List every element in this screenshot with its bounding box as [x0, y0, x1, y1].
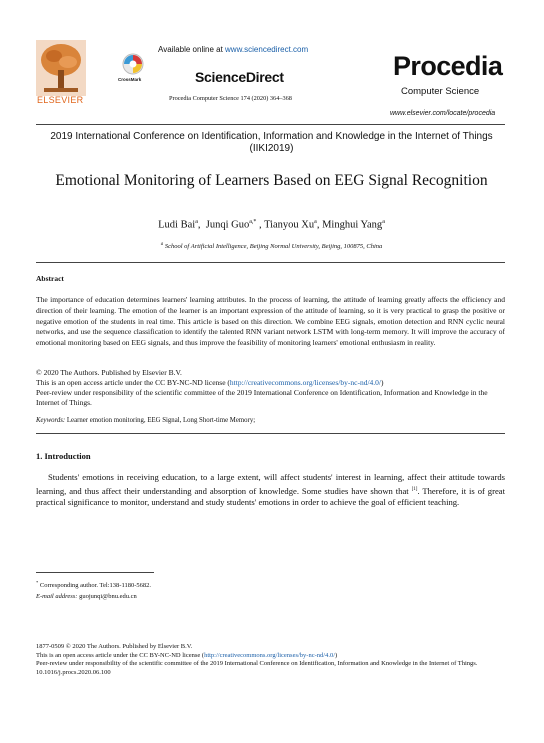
- author-name: Tianyou Xu: [264, 219, 315, 231]
- procedia-url[interactable]: www.elsevier.com/locate/procedia: [390, 110, 496, 117]
- sciencedirect-title: ScienceDirect: [195, 69, 284, 85]
- author-affil-marker: a: [314, 219, 317, 225]
- footer-peer-review: Peer-review under responsibility of the scientific committee of the 2019 International Conference on Identification, Information and Knowledge in the Internet of Things.: [36, 660, 478, 668]
- email-address[interactable]: guojunqi@bnu.edu.cn: [79, 592, 137, 600]
- author-affil-marker: a: [195, 219, 198, 225]
- copyright-block: [36, 368, 505, 408]
- sciencedirect-link[interactable]: www.sciencedirect.com: [225, 45, 309, 54]
- corresponding-text: Corresponding author. Tel:138-1180-5682.: [39, 582, 151, 590]
- author-list: Ludi Bai$^a$, Junqi Guo$^{a,*}$ , Tianyou Xu$^a$, Minghui Yang$^a$: [158, 219, 385, 231]
- intro-text: Students' emotions in receiving education, to a large extent, will affect students' interest in learning, affect their attitude towards learning, and thus affect their understanding and absorption of knowledge. Some studies have shown that: [36, 472, 505, 496]
- keywords: [36, 417, 505, 424]
- author-name: Ludi Bai: [158, 219, 196, 231]
- peer-review-line: Peer-review under responsibility of the scientific committee of the 2019 International Conference on Identification, Information and Knowledge in the Internet of Things.: [36, 388, 488, 407]
- license-line: [36, 378, 505, 388]
- section-heading: 1. Introduction: [36, 451, 91, 461]
- footnote-marker: *: [36, 580, 39, 585]
- footer-license-suffix: ): [335, 651, 338, 659]
- affiliation-text: School of Artificial Intelligence, Beijing Normal University, Beijing, 100875, China: [164, 243, 383, 251]
- footer-license-prefix: This is an open access article under the CC BY-NC-ND license (: [36, 651, 205, 659]
- author-name: Junqi Guo: [205, 219, 250, 231]
- conference-name: 2019 International Conference on Identification, Information and Knowledge in the Internet of Things (IIKI2019): [50, 131, 493, 154]
- author-name: Minghui Yang: [322, 219, 383, 231]
- citation-marker[interactable]: [1]: [411, 486, 418, 492]
- intro-text-continued: . Therefore, it is of great practical significance to monitor, understand and study students' emotions in order to achieve the goal of efficient teaching.: [36, 485, 505, 508]
- available-prefix: Available online at: [158, 45, 223, 54]
- page-footer: [36, 643, 507, 677]
- license-suffix: ): [380, 378, 384, 387]
- copyright-line: © 2020 The Authors. Published by Elsevier B.V.: [36, 368, 182, 377]
- elsevier-wordmark: ELSEVIER: [37, 95, 84, 105]
- abstract-heading: Abstract: [36, 274, 64, 283]
- issn-line: 1877-0509 © 2020 The Authors. Published by Elsevier B.V.: [36, 643, 193, 650]
- abstract-divider: [36, 262, 505, 263]
- keywords-text: Learner emotion monitoring, EEG Signal, Long Short-time Memory;: [66, 417, 256, 424]
- license-prefix: This is an open access article under the CC BY-NC-ND license (: [36, 378, 230, 387]
- keywords-divider: [36, 433, 505, 434]
- keywords-label: Keywords:: [36, 417, 66, 424]
- affiliation: [36, 242, 507, 250]
- license-link[interactable]: http://creativecommons.org/licenses/by-nc-nd/4.0/: [229, 378, 381, 387]
- email-label: E-mail address:: [36, 592, 78, 600]
- procedia-subtitle: Computer Science: [401, 86, 480, 97]
- corresponding-author: [36, 578, 151, 592]
- journal-reference: Procedia Computer Science 174 (2020) 364–368: [169, 95, 292, 102]
- footer-license-link[interactable]: http://creativecommons.org/licenses/by-nc-nd/4.0/: [204, 651, 335, 659]
- crossmark-label: CrossMark: [118, 77, 142, 82]
- abstract-text: The importance of education determines learners' learning attributes. In the process of learning, the attitude of learning greatly affects the efficiency and direction of their learning. The emotion of the learner is an important expression of the attitude of learning, so it is very practical to grasp the positive or negative emotion of the students in real time. This article is based on this direction. We combine EEG signals, emotion detection and RNN cyclic neural networks, and use the sequence classification to identify the talented RNN variant network LSTM with long-term memory. It will improve the accuracy of emotional monitoring based on EEG signals, and thus improve the feasibility of monitoring learners' emotional enthusiasm in reality.: [36, 295, 505, 348]
- footnote: [36, 578, 151, 602]
- author-affil-marker: a: [382, 219, 385, 225]
- affiliation-marker: a: [160, 242, 164, 247]
- author-affil-marker: a,*: [249, 219, 257, 225]
- footer-license-line: [36, 652, 507, 661]
- email-line: [36, 592, 151, 603]
- footnote-divider: [36, 572, 154, 573]
- header-divider: [36, 124, 505, 125]
- paper-title: Emotional Monitoring of Learners Based on EEG Signal Recognition: [55, 172, 488, 189]
- doi[interactable]: 10.1016/j.procs.2020.06.100: [36, 668, 111, 676]
- available-online: [158, 45, 308, 54]
- intro-paragraph: [36, 472, 505, 509]
- procedia-title: Procedia: [393, 51, 503, 81]
